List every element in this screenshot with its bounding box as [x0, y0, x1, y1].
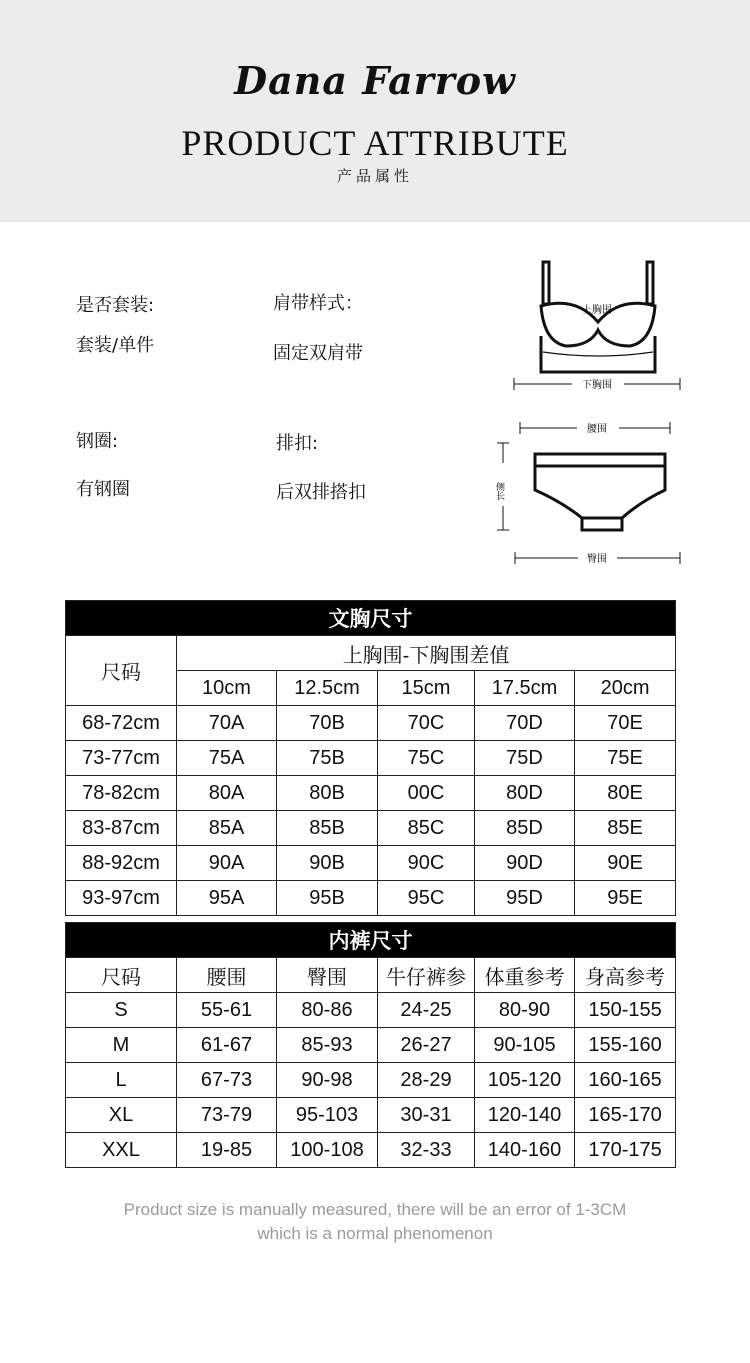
table-cell: 90B: [277, 846, 378, 881]
table-cell: 105-120: [475, 1063, 575, 1098]
bra-col-header: 15cm: [378, 671, 475, 706]
table-cell: 80B: [277, 776, 378, 811]
table-cell: 95E: [575, 881, 676, 916]
attr-clasp-label: 排扣:: [276, 433, 319, 454]
table-cell: 75A: [177, 741, 277, 776]
table-row: [66, 993, 676, 1028]
table-cell: 85B: [277, 811, 378, 846]
table-cell: 95-103: [277, 1098, 378, 1133]
brief-col-header: 身高参考: [575, 958, 676, 993]
table-cell: 95D: [475, 881, 575, 916]
table-cell: 80A: [177, 776, 277, 811]
brief-col-header: 尺码: [66, 958, 177, 993]
table-cell: 120-140: [475, 1098, 575, 1133]
table-row: [66, 1133, 676, 1168]
brief-side-label: 侧长: [494, 482, 504, 500]
table-cell: 75D: [475, 741, 575, 776]
table-cell: 160-165: [575, 1063, 676, 1098]
table-row: [66, 1028, 676, 1063]
brief-outline-icon: [535, 454, 665, 530]
table-cell: 100-108: [277, 1133, 378, 1168]
table-cell: 70A: [177, 706, 277, 741]
table-cell: 30-31: [378, 1098, 475, 1133]
table-cell: 73-77cm: [66, 741, 177, 776]
table-cell: 80E: [575, 776, 676, 811]
table-cell: 80D: [475, 776, 575, 811]
table-cell: XXL: [66, 1133, 177, 1168]
brief-waist-label: 腰围: [587, 424, 607, 435]
brief-size-table: [65, 922, 676, 1168]
table-cell: 78-82cm: [66, 776, 177, 811]
table-cell: 70C: [378, 706, 475, 741]
table-cell: 90C: [378, 846, 475, 881]
attr-wire-label: 钢圈:: [76, 431, 119, 452]
table-cell: 32-33: [378, 1133, 475, 1168]
table-cell: 95A: [177, 881, 277, 916]
table-row: [66, 776, 676, 811]
size-diagram: [494, 255, 700, 575]
table-cell: 00C: [378, 776, 475, 811]
table-row: [66, 741, 676, 776]
table-cell: 85A: [177, 811, 277, 846]
brief-col-header: 臀围: [277, 958, 378, 993]
bra-size-table: [65, 600, 676, 916]
table-cell: 90-98: [277, 1063, 378, 1098]
table-cell: 150-155: [575, 993, 676, 1028]
attr-suit-value: 套装/单件: [76, 335, 155, 356]
table-cell: 88-92cm: [66, 846, 177, 881]
attr-strap-value: 固定双肩带: [273, 343, 363, 364]
table-cell: 61-67: [177, 1028, 277, 1063]
bra-col-header: 10cm: [177, 671, 277, 706]
table-cell: 75B: [277, 741, 378, 776]
table-cell: 90-105: [475, 1028, 575, 1063]
header-banner: [0, 0, 750, 222]
table-cell: 165-170: [575, 1098, 676, 1133]
bra-col-header: 12.5cm: [277, 671, 378, 706]
note-line-2: which is a normal phenomenon: [257, 1224, 493, 1243]
table-cell: 68-72cm: [66, 706, 177, 741]
bra-lower-label: 下胸围: [582, 380, 612, 391]
table-cell: 19-85: [177, 1133, 277, 1168]
table-cell: 70E: [575, 706, 676, 741]
table-cell: 83-87cm: [66, 811, 177, 846]
table-cell: 140-160: [475, 1133, 575, 1168]
table-cell: 26-27: [378, 1028, 475, 1063]
table-cell: 93-97cm: [66, 881, 177, 916]
brief-col-header: 腰围: [177, 958, 277, 993]
brief-col-header: 体重参考: [475, 958, 575, 993]
bra-diff-header: 上胸围-下胸围差值: [177, 636, 676, 671]
note-line-1: Product size is manually measured, there will be an error of 1-3CM: [123, 1200, 627, 1219]
table-cell: 170-175: [575, 1133, 676, 1168]
table-cell: 75C: [378, 741, 475, 776]
table-cell: 70D: [475, 706, 575, 741]
attr-strap-label: 肩带样式：: [273, 293, 363, 314]
table-cell: L: [66, 1063, 177, 1098]
bra-size-header: 尺码: [66, 636, 177, 706]
page-title: PRODUCT ATTRIBUTE: [181, 123, 569, 163]
table-cell: 90E: [575, 846, 676, 881]
brief-table-title: 内裤尺寸: [66, 923, 676, 958]
table-row: [66, 881, 676, 916]
table-cell: 85E: [575, 811, 676, 846]
table-cell: 70B: [277, 706, 378, 741]
brief-col-header: 牛仔裤参: [378, 958, 475, 993]
attr-clasp-value: 后双排搭扣: [276, 482, 366, 503]
table-cell: 28-29: [378, 1063, 475, 1098]
attr-suit-label: 是否套装:: [76, 295, 155, 316]
table-row: [66, 706, 676, 741]
table-cell: S: [66, 993, 177, 1028]
table-cell: 85C: [378, 811, 475, 846]
bra-outline-icon: [541, 262, 655, 372]
table-row: [66, 846, 676, 881]
table-cell: 67-73: [177, 1063, 277, 1098]
table-cell: 73-79: [177, 1098, 277, 1133]
bra-col-header: 17.5cm: [475, 671, 575, 706]
brief-hip-label: 臀围: [587, 554, 607, 565]
brand-logo: Dana Farrow: [234, 58, 516, 103]
table-cell: 75E: [575, 741, 676, 776]
table-row: [66, 1063, 676, 1098]
table-cell: 95B: [277, 881, 378, 916]
bra-table-title: 文胸尺寸: [66, 601, 676, 636]
table-cell: 80-86: [277, 993, 378, 1028]
table-cell: XL: [66, 1098, 177, 1133]
bra-col-header: 20cm: [575, 671, 676, 706]
table-cell: M: [66, 1028, 177, 1063]
attr-wire-value: 有钢圈: [76, 479, 130, 500]
table-cell: 85-93: [277, 1028, 378, 1063]
table-cell: 55-61: [177, 993, 277, 1028]
table-cell: 24-25: [378, 993, 475, 1028]
bra-upper-label: 上胸围: [582, 305, 612, 316]
table-cell: 155-160: [575, 1028, 676, 1063]
measurement-note: [0, 1198, 750, 1246]
table-row: [66, 1098, 676, 1133]
table-cell: 85D: [475, 811, 575, 846]
page-subtitle: 产品属性: [336, 167, 413, 185]
table-cell: 90D: [475, 846, 575, 881]
table-cell: 95C: [378, 881, 475, 916]
table-cell: 90A: [177, 846, 277, 881]
table-row: [66, 811, 676, 846]
table-cell: 80-90: [475, 993, 575, 1028]
